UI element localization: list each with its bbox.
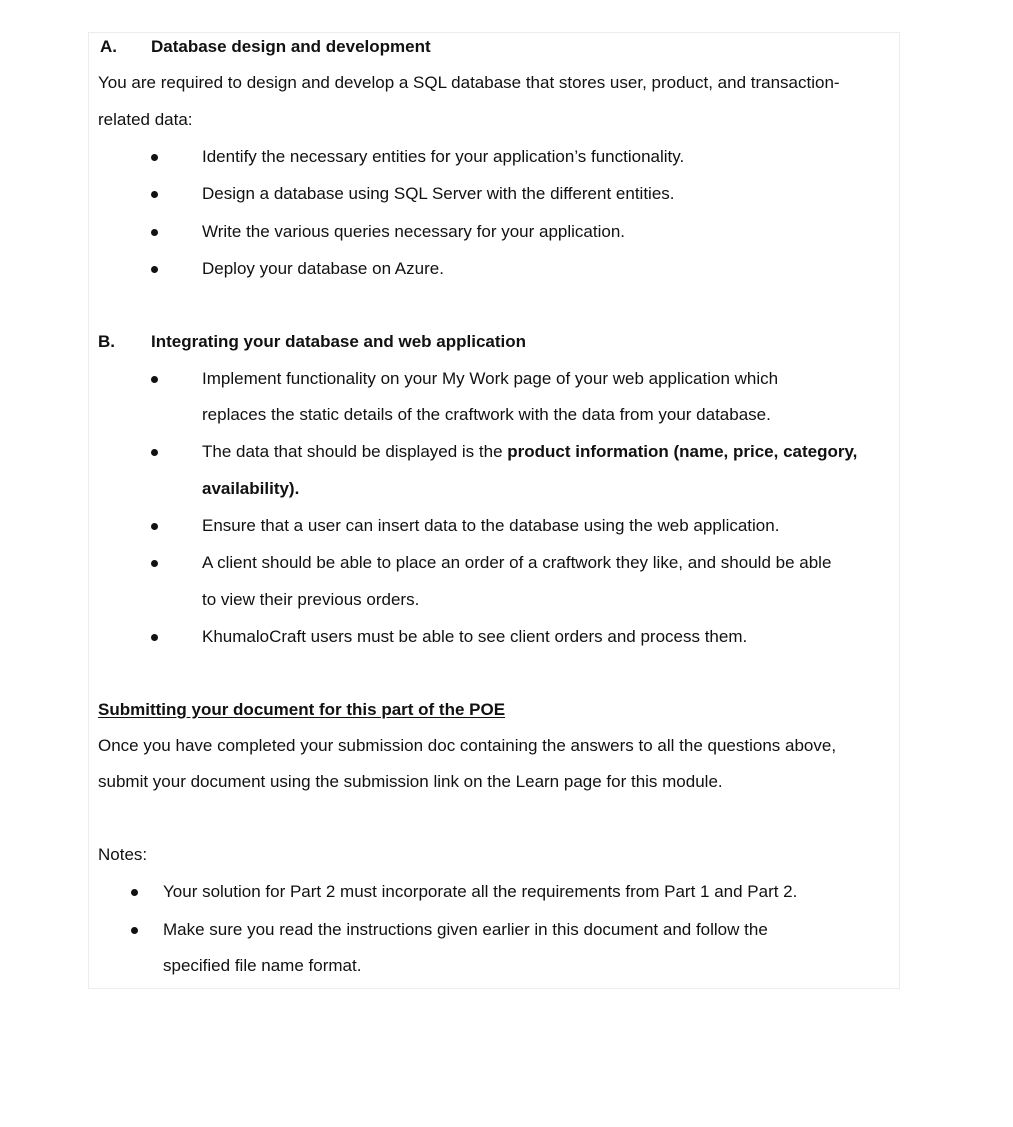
section-b-bullet-2-bold: product information (name, price, category, <box>507 442 858 461</box>
section-b-bullet-1-line2: replaces the static details of the craftwork with the data from your database. <box>202 405 771 424</box>
bullet-icon <box>151 560 158 567</box>
section-b-bullet-5: KhumaloCraft users must be able to see client orders and process them. <box>202 627 748 646</box>
section-b-bullet-1-line1: Implement functionality on your My Work page of your web application which <box>202 369 779 388</box>
section-a-heading: Database design and development <box>151 37 431 56</box>
bullet-icon <box>151 376 158 383</box>
bullet-icon <box>151 449 158 456</box>
section-a-letter: A. <box>100 37 117 56</box>
section-a-bullet-1: Identify the necessary entities for your application’s functionality. <box>202 147 685 166</box>
section-b-bullet-2-line1 <box>202 442 857 462</box>
section-b-bullet-4-line1: A client should be able to place an order of a craftwork they like, and should be able <box>202 553 832 572</box>
notes-bullet-2-line2: specified file name format. <box>163 956 362 975</box>
bullet-icon <box>151 634 158 641</box>
bullet-icon <box>131 889 138 896</box>
notes-label: Notes: <box>98 845 148 864</box>
submission-line2: submit your document using the submission link on the Learn page for this module. <box>98 772 723 791</box>
bullet-icon <box>151 229 158 236</box>
section-b-bullet-3: Ensure that a user can insert data to the database using the web application. <box>202 516 780 535</box>
notes-bullet-2-line1: Make sure you read the instructions given earlier in this document and follow the <box>163 920 768 939</box>
submission-line1: Once you have completed your submission doc containing the answers to all the questions above, <box>98 736 837 755</box>
bullet-icon <box>151 266 158 273</box>
section-b-bullet-2-prefix: The data that should be displayed is the <box>202 442 508 461</box>
section-a-bullet-2: Design a database using SQL Server with the different entities. <box>202 184 675 203</box>
section-a-intro-line2: related data: <box>98 110 193 129</box>
section-b-bullet-4-line2: to view their previous orders. <box>202 590 420 609</box>
bullet-icon <box>151 523 158 530</box>
section-b-bullet-2-line2: availability). <box>202 479 300 498</box>
submission-heading: Submitting your document for this part of the POE <box>98 700 506 719</box>
bullet-icon <box>151 191 158 198</box>
section-a-bullet-3: Write the various queries necessary for your application. <box>202 222 625 241</box>
notes-bullet-1: Your solution for Part 2 must incorporate all the requirements from Part 1 and Part 2. <box>163 882 798 901</box>
bullet-icon <box>151 154 158 161</box>
section-a-bullet-4: Deploy your database on Azure. <box>202 259 444 278</box>
section-b-letter: B. <box>98 332 115 351</box>
document-page-frame <box>88 32 900 989</box>
section-b-heading: Integrating your database and web application <box>151 332 527 351</box>
section-a-intro-line1: You are required to design and develop a SQL database that stores user, product, and transaction- <box>98 73 840 92</box>
bullet-icon <box>131 927 138 934</box>
